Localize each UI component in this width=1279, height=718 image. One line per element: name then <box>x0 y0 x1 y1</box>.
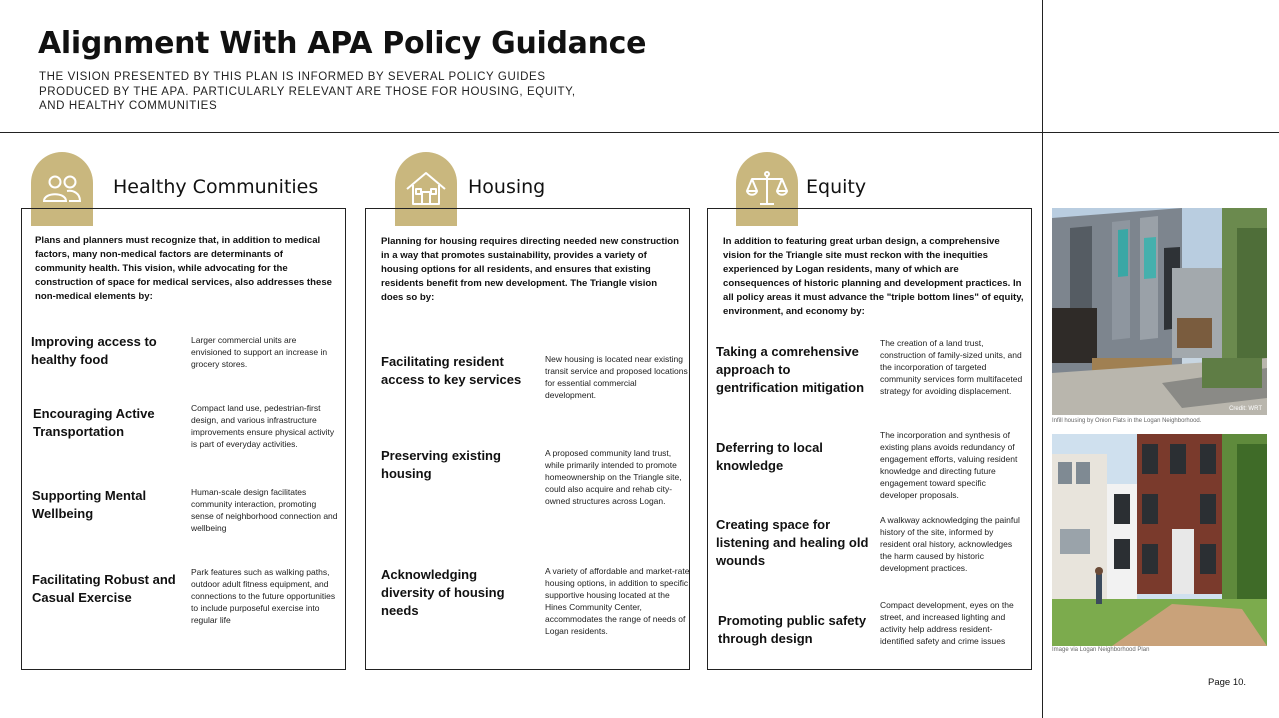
page-number: Page 10. <box>1208 677 1247 688</box>
item-title: Acknowledging diversity of housing needs <box>381 567 505 618</box>
equity-title: Equity <box>806 176 867 198</box>
housing-intro: Planning for housing requires directing needed new construction in a way that promotes sustainability, provides a variety of housing options for all residents, and ensures that existing residents benefit from new development. The Triangle vision does so by: <box>381 236 679 303</box>
healthy-communities-title: Healthy Communities <box>113 176 319 198</box>
item-title: Improving access to healthy food <box>31 334 157 367</box>
item-desc: The incorporation and synthesis of existing plans avoids redundancy of engagement efforts, valuing resident knowledge and directing future engagement toward specific developer proposals. <box>880 430 1018 500</box>
page-subtitle: THE VISION PRESENTED BY THIS PLAN IS INFORMED BY SEVERAL POLICY GUIDES PRODUCED BY THE APA. PARTICULARLY RELEVANT ARE THOSE FOR HOUSING, EQUITY, AND HEALTHY COMMUNITIES <box>39 71 576 112</box>
item-title: Supporting Mental Wellbeing <box>32 488 147 521</box>
item-title: Taking a comrehensive approach to gentrification mitigation <box>716 344 865 395</box>
item-desc: New housing is located near existing transit service and proposed locations for essential commercial development. <box>545 354 688 400</box>
item-desc: Park features such as walking paths, outdoor adult fitness equipment, and connections to the future opportunities to include purposeful exercise into regular life <box>191 567 336 625</box>
housing-title: Housing <box>468 176 546 198</box>
photo-credit: Credit: WRT <box>1229 406 1262 412</box>
photo-caption: Image via Logan Neighborhood Plan <box>1052 647 1150 653</box>
vertical-divider <box>1042 0 1043 718</box>
healthy-communities-intro: Plans and planners must recognize that, in addition to medical factors, many non-medical factors are determinants of community health. This vision, while advocating for the construction of space for medical services, also addresses these non-medical elements by: <box>35 235 332 302</box>
item-title: Creating space for listening and healing old wounds <box>716 517 869 568</box>
item-title: Encouraging Active Transportation <box>33 406 155 439</box>
item-desc: The creation of a land trust, construction of family-sized units, and the incorporation of targeted community services form multifaceted strategy for avoiding displacement. <box>880 338 1023 396</box>
scales-icon <box>745 167 789 211</box>
item-desc: Human-scale design facilitates community interaction, promoting sense of neighborhood connection and wellbeing <box>191 487 338 533</box>
item-title: Preserving existing housing <box>381 448 501 481</box>
item-title: Facilitating resident access to key services <box>381 354 522 387</box>
item-title: Deferring to local knowledge <box>716 440 823 473</box>
photo-caption: Infill housing by Onion Flats in the Logan Neighborhood. <box>1052 418 1202 424</box>
equity-intro: In addition to featuring great urban design, a comprehensive vision for the Triangle site must reckon with the inequities experienced by Logan residents, many of which are consequences of historic planning and development practices. In all policy areas it must advance the "triple bottom lines" of equity, environment, and economy by: <box>723 236 1024 317</box>
item-desc: A walkway acknowledging the painful history of the site, informed by resident oral history, acknowledges the harm caused by historic development practices. <box>880 515 1020 573</box>
infill-housing-photo <box>1052 208 1267 415</box>
item-desc: Compact development, eyes on the street, and increased lighting and activity help address resident-identified safety and crime issues <box>880 600 1014 646</box>
item-desc: Larger commercial units are envisioned to support an increase in grocery stores. <box>191 335 328 369</box>
item-desc: A variety of affordable and market-rate housing options, in addition to specific supportive housing located at the Hines Community Center, accommodates the range of needs of Logan residents. <box>545 566 690 636</box>
item-title: Facilitating Robust and Casual Exercise <box>32 572 176 605</box>
item-title: Promoting public safety through design <box>718 613 867 646</box>
item-desc: A proposed community land trust, while primarily intended to promote homeownership on the Triangle site, could also acquire and rehab city-owned structures across Logan. <box>545 448 682 506</box>
item-desc: Compact land use, pedestrian-first design, and various infrastructure improvements ensure physical activity is part of everyday activities. <box>191 403 335 449</box>
logan-neighborhood-photo <box>1052 434 1267 646</box>
page-title: Alignment With APA Policy Guidance <box>38 26 647 61</box>
people-icon <box>40 167 84 211</box>
horizontal-divider <box>0 132 1279 133</box>
house-icon <box>404 167 448 211</box>
